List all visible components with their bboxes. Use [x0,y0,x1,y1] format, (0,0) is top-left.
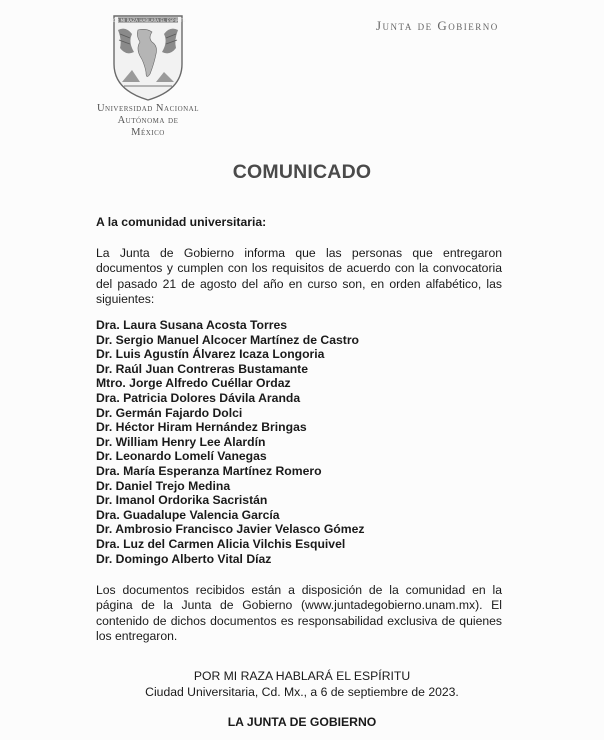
candidate-name: Mtro. Jorge Alfredo Cuéllar Ordaz [96,376,291,391]
candidate-name: Dra. María Esperanza Martínez Romero [96,463,322,478]
candidate-name: Dr. Raúl Juan Contreras Bustamante [96,361,308,376]
candidate-list [96,318,502,566]
candidate-name: Dr. Germán Fajardo Dolci [96,405,243,420]
document-title: COMUNICADO [232,161,372,183]
unam-crest-logo [108,12,188,102]
crest-ring-text: POR MI RAZA HABLARA EL ESPIRITU [110,18,186,23]
candidate-name: Dr. Imanol Ordorika Sacristán [96,493,268,508]
place-date: Ciudad Universitaria, Cd. Mx., a 6 de septiembre de 2023. [145,684,459,699]
candidate-name: Dr. Héctor Hiram Hernández Bringas [96,420,307,435]
signature: LA JUNTA DE GOBIERNO [227,715,377,729]
university-name-line: México [131,127,165,138]
candidate-name: Dr. Sergio Manuel Alcocer Martínez de Castro [96,332,360,347]
motto: POR MI RAZA HABLARÁ EL ESPÍRITU [193,669,411,683]
motto-and-date [0,669,604,700]
candidate-name: Dr. Luis Agustín Álvarez Icaza Longoria [96,347,325,362]
candidate-name: Dr. Ambrosio Francisco Javier Velasco Gómez [96,522,365,537]
greeting: A la comunidad universitaria: [96,215,267,229]
candidate-name: Dra. Patricia Dolores Dávila Aranda [96,390,301,405]
candidate-name: Dr. Leonardo Lomelí Vanegas [96,449,267,464]
intro-paragraph: La Junta de Gobierno informa que las personas que entregaron documentos y cumplen con los requisitos de acuerdo con la convocatoria del pasado 21 de agosto del año en curso son, en orden alfabético, las siguientes: [96,246,502,306]
university-name [82,103,214,139]
board-header-title: Junta de Gobierno [376,18,499,33]
university-name-line: Universidad Nacional [96,103,200,114]
candidate-name: Dr. Daniel Trejo Medina [96,478,231,493]
closing-paragraph: Los documentos recibidos están a disposición de la comunidad en la página de la Junta de Gobierno (www.juntadegobierno.unam.mx). El contenido de dichos documentos es responsabilidad exclusiva de quienes los entregaron. [96,583,502,643]
candidate-name: Dra. Guadalupe Valencia García [96,507,280,522]
candidate-name: Dra. Laura Susana Acosta Torres [96,318,288,332]
candidate-name: Dra. Luz del Carmen Alicia Vilchis Esquivel [96,536,346,551]
candidate-name: Dr. Domingo Alberto Vital Díaz [96,551,272,566]
candidate-name: Dr. William Henry Lee Alardín [96,434,266,449]
university-name-line: Autónoma de [117,115,179,126]
